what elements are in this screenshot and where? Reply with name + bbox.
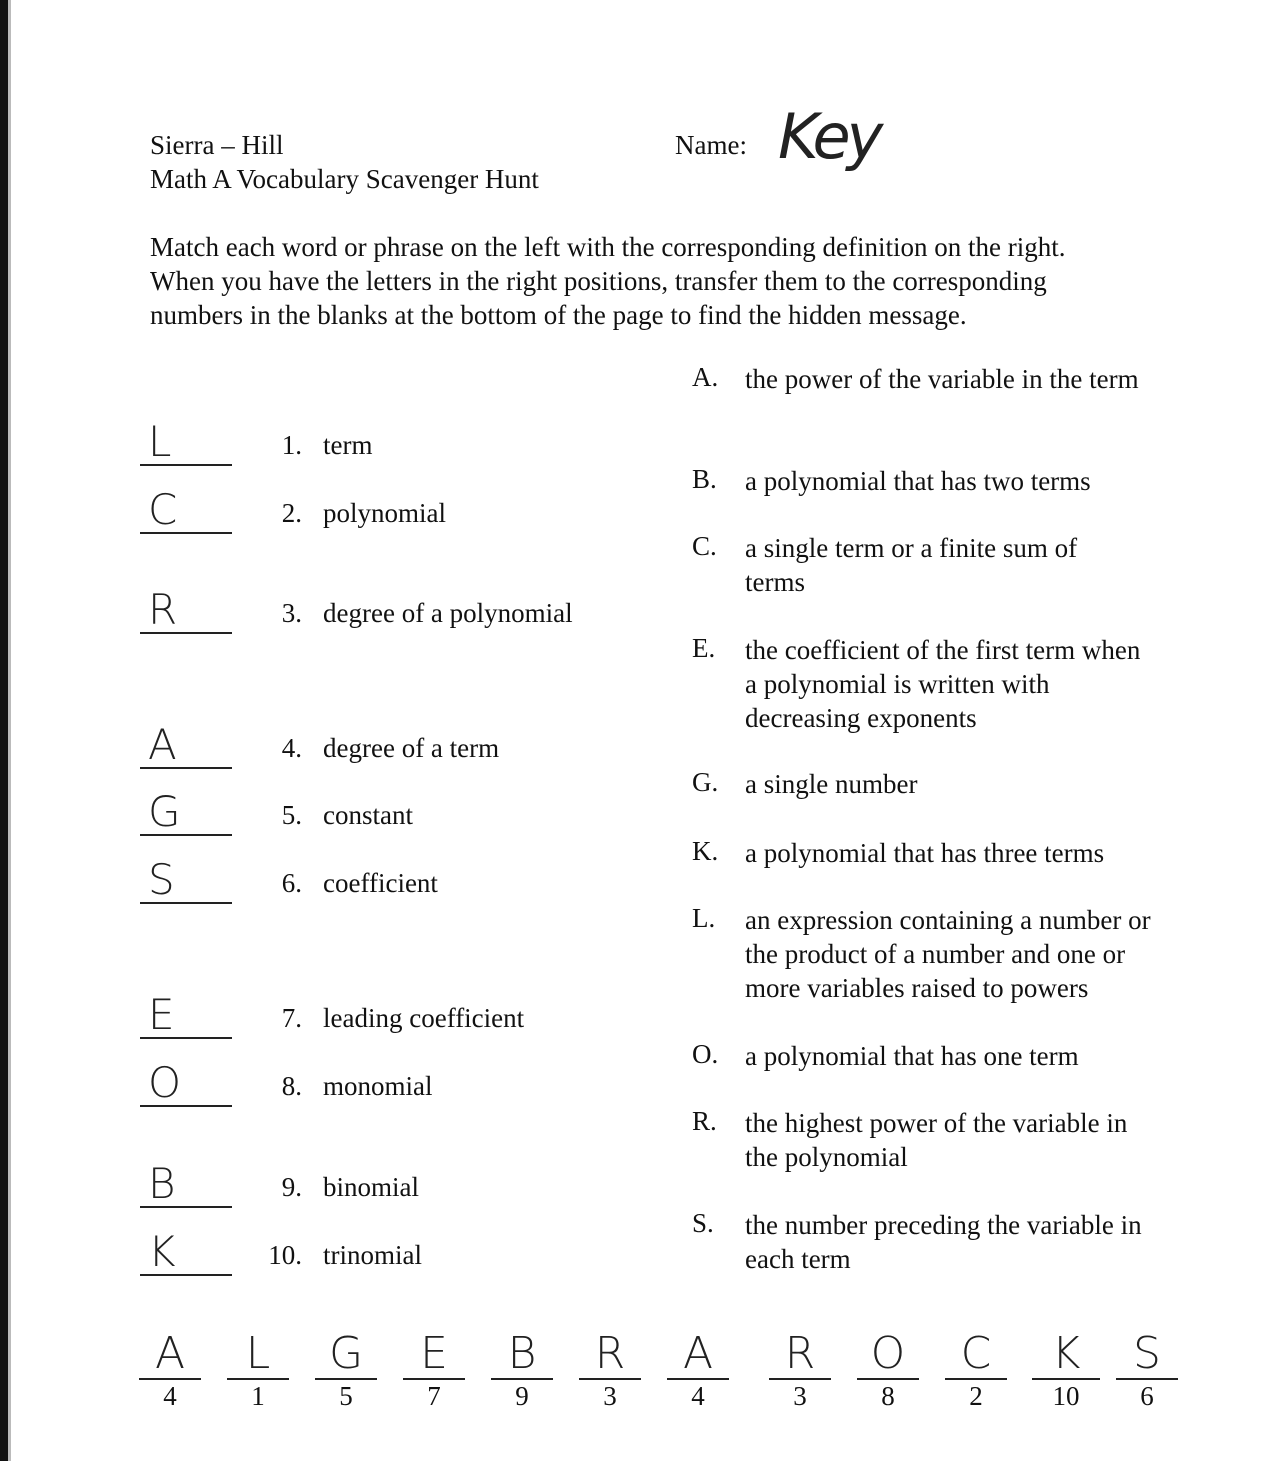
definition-letter: E. [692, 633, 716, 663]
definition-letter: B. [692, 464, 717, 494]
term-word: leading coefficient [323, 1003, 525, 1033]
answer-blank-8 [140, 1058, 232, 1107]
term-word: trinomial [323, 1240, 422, 1270]
term-number: 5. [281, 800, 302, 830]
message-slot [667, 1330, 729, 1412]
definition-letter: R. [692, 1106, 717, 1136]
definition-text: a single number [745, 769, 918, 799]
message-letter: E [403, 1330, 465, 1380]
term-number: 6. [281, 868, 302, 898]
teacher-name: Sierra – Hill [150, 130, 284, 160]
term-number: 3. [281, 598, 302, 628]
term-number: 7. [281, 1003, 302, 1033]
message-slot [139, 1330, 201, 1412]
message-slot [769, 1330, 831, 1412]
message-letter: R [579, 1330, 641, 1380]
answer-blank-3 [140, 585, 232, 634]
message-slot [945, 1330, 1007, 1412]
term-word: monomial [323, 1071, 433, 1101]
message-number: 2 [969, 1381, 983, 1411]
answer-letter: A [148, 720, 177, 769]
message-slot [857, 1330, 919, 1412]
message-number: 8 [881, 1381, 895, 1411]
answer-blank-2 [140, 485, 232, 534]
definition-text: the number preceding the variable in each term [745, 1210, 1142, 1274]
instructions [150, 230, 1160, 332]
term-number: 1. [281, 430, 302, 460]
name-value-handwritten: Key [778, 100, 880, 173]
definition-text: a polynomial that has three terms [745, 838, 1105, 868]
message-number: 7 [427, 1381, 441, 1411]
answer-letter: B [148, 1159, 176, 1208]
definition-letter: A. [692, 362, 719, 392]
message-letter: A [139, 1330, 201, 1380]
message-letter: S [1116, 1330, 1178, 1380]
answer-letter: K [148, 1227, 176, 1276]
answer-blank-4 [140, 720, 232, 769]
definition-text: a polynomial that has two terms [745, 466, 1091, 496]
message-slot [491, 1330, 553, 1412]
message-number: 6 [1140, 1381, 1154, 1411]
message-number: 4 [163, 1381, 177, 1411]
definition-text: the highest power of the variable in the polynomial [745, 1108, 1128, 1172]
instructions-line-1: Match each word or phrase on the left with the corresponding definition on the right. [150, 232, 1066, 262]
answer-letter: O [148, 1058, 182, 1107]
answer-letter: G [148, 787, 181, 836]
answer-letter: S [148, 855, 175, 904]
worksheet-title: Math A Vocabulary Scavenger Hunt [150, 164, 539, 194]
definition-letter: K. [692, 836, 719, 866]
definition-text: a single term or a finite sum of terms [745, 533, 1078, 597]
answer-letter: E [148, 990, 175, 1039]
definition-text: an expression containing a number or the product of a number and one or more variables raised to powers [745, 905, 1151, 1003]
definition-text: a polynomial that has one term [745, 1041, 1079, 1071]
answer-letter: L [148, 417, 172, 466]
term-word: constant [323, 800, 413, 830]
term-word: degree of a term [323, 733, 500, 763]
message-number: 3 [603, 1381, 617, 1411]
message-letter: O [857, 1330, 919, 1380]
instructions-line-2: When you have the letters in the right positions, transfer them to the corresponding [150, 266, 1047, 296]
term-number: 8. [281, 1071, 302, 1101]
answer-blank-7 [140, 990, 232, 1039]
message-number: 3 [793, 1381, 807, 1411]
definition-letter: S. [692, 1208, 714, 1238]
answer-blank-1 [140, 417, 232, 466]
term-number: 9. [281, 1172, 302, 1202]
message-number: 5 [339, 1381, 353, 1411]
message-letter: A [667, 1330, 729, 1380]
message-number: 9 [515, 1381, 529, 1411]
message-letter: R [769, 1330, 831, 1380]
message-letter: L [227, 1330, 289, 1380]
message-number: 10 [1052, 1381, 1080, 1411]
definition-letter: C. [692, 531, 717, 561]
term-number: 10. [268, 1240, 302, 1270]
answer-blank-9 [140, 1159, 232, 1208]
term-word: polynomial [323, 498, 446, 528]
message-slot [579, 1330, 641, 1412]
message-slot [227, 1330, 289, 1412]
message-slot [1032, 1330, 1100, 1412]
answer-letter: C [148, 485, 178, 534]
definition-letter: G. [692, 767, 719, 797]
message-number: 4 [691, 1381, 705, 1411]
message-number: 1 [251, 1381, 265, 1411]
message-slot [1116, 1330, 1178, 1412]
definition-letter: O. [692, 1039, 719, 1069]
answer-blank-5 [140, 787, 232, 836]
instructions-line-3: numbers in the blanks at the bottom of the page to find the hidden message. [150, 300, 967, 330]
name-label: Name: [675, 130, 747, 160]
answer-blank-10 [140, 1227, 232, 1276]
definition-text: the power of the variable in the term [745, 364, 1139, 394]
message-letter: G [315, 1330, 377, 1380]
definition-letter: L. [692, 903, 716, 933]
term-number: 4. [281, 733, 302, 763]
message-letter: B [491, 1330, 553, 1380]
message-letter: K [1032, 1330, 1100, 1380]
term-word: degree of a polynomial [323, 598, 573, 628]
scan-edge-shadow [8, 0, 11, 1461]
message-slot [403, 1330, 465, 1412]
term-word: binomial [323, 1172, 419, 1202]
scan-edge [0, 0, 8, 1461]
answer-blank-6 [140, 855, 232, 904]
term-number: 2. [281, 498, 302, 528]
term-word: coefficient [323, 868, 438, 898]
definition-text: the coefficient of the first term when a polynomial is written with decreasing exponents [745, 635, 1141, 733]
message-letter: C [945, 1330, 1007, 1380]
term-word: term [323, 430, 373, 460]
answer-letter: R [148, 585, 178, 634]
message-slot [315, 1330, 377, 1412]
